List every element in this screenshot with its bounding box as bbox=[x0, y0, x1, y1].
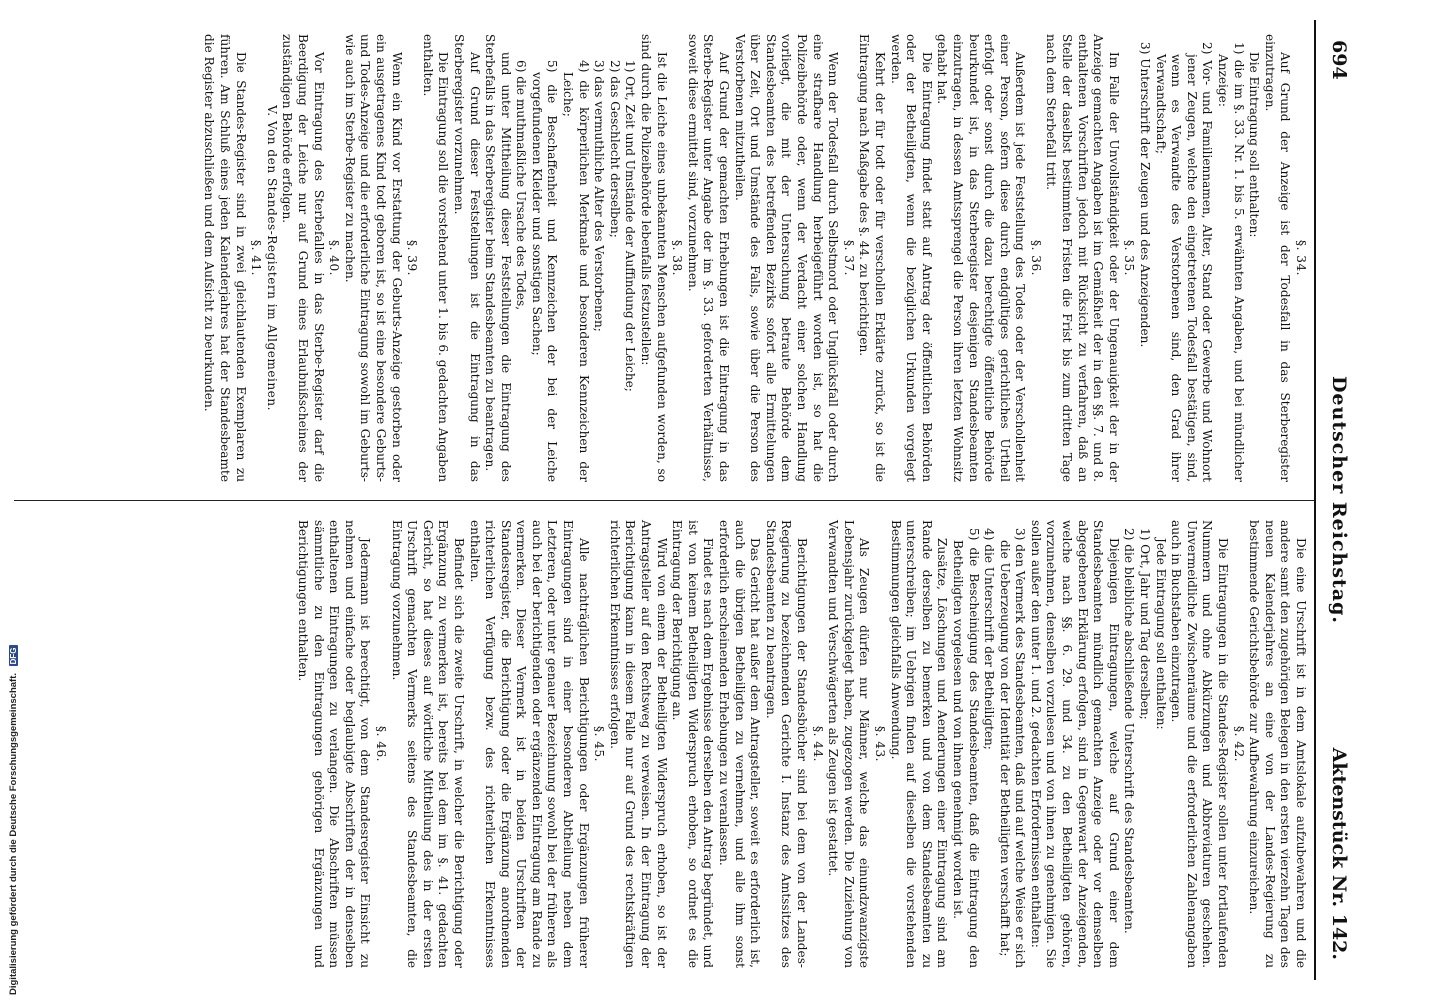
list-item: 5) die Beschaffenheit und Kennzeichen der bei der Leiche vorgefundenen Kleider und sonstigen Sachen; bbox=[529, 60, 560, 482]
paragraph: Wenn der Todesfall durch Selbstmord oder Unglücksfall oder durch eine strafbare Handlung herbeigeführt worden ist, so hat die Polizeibehörde oder, wenn der Verdacht einer solchen Handlung vorliegt, die mit der Untersuchung betraute Behörde dem Standesbeamten des betreffenden Bezirks sofort alle Ermittelungen über Zeit, Ort und Umstände des Falls, sowie über die Person des Verstorbenen mitzutheilen. bbox=[732, 34, 841, 482]
paragraph: Auf Grund dieser Feststellungen ist die Eintragung in das Sterberegister vorzunehmen. bbox=[451, 34, 482, 482]
paragraph: Ist die Leiche eines unbekannten Menschen aufgefunden worden, so sind durch die Polizeibehörde lebenfalls festzustellen: bbox=[639, 34, 669, 482]
paragraph: Die Eintragung soll enthalten: bbox=[1247, 52, 1262, 238]
section-heading: §. 40. bbox=[327, 240, 342, 276]
page-header bbox=[1320, 40, 1354, 960]
section-heading: §. 36. bbox=[1028, 240, 1043, 276]
paragraph: Alle nachträglichen Berichtigungen oder Ergänzungen früherer Eintragungen sind in einer besonderen Abtheilung neben dem Letzteren, oder unter genauer Bezeichnung sowohl bei der früheren als auch bei der berichtigenden oder ergänzenden Eintragung am Rande zu vermerken. Dieser Vermerk ist in beiden Urschriften der Standesregister, die Berichtigung oder die Ergänzung anordnenden richterlichen Verfügung bezw. des richterlichen Erkenntnisses enthalten. bbox=[467, 520, 591, 968]
paragraph: Auf Grund der Anzeige ist der Todesfall in das Sterberegister einzutragen. bbox=[1262, 34, 1293, 482]
page-title: Deutscher Reichstag. bbox=[1328, 375, 1350, 625]
list-item: 3) Unterschrift der Zeugen und des Anzeigenden. bbox=[1138, 42, 1153, 348]
footer-strip bbox=[0, 0, 30, 1000]
paragraph: Findet es nach dem Ergebnisse derselben den Antrag begründet, und ist von keinem Betheiligten Widerspruch erhoben, so ordnet es die Eintragung der Berichtigung an. bbox=[670, 520, 716, 968]
dfg-logo: DFG bbox=[9, 647, 18, 665]
section-heading: §. 44. bbox=[810, 726, 825, 762]
list-item: 4) die körperlichen Merkmale und besonderen Kennzeichen der Leiche; bbox=[561, 60, 591, 482]
list-item: 3) den Vermerk des Standesbeamten, daß und auf welche Weise er sich die Ueberzeugung von der Identität der Betheiligten verschafft hat; bbox=[997, 528, 1028, 968]
paragraph: Vor Eintragung des Sterbefalles in das Sterbe-Register darf die Beerdigung der Leiche nur auf Grund eines Erlaubnißscheines der zuständigen Behörde erfolgen. bbox=[280, 34, 326, 482]
paragraph: Wird von einem der Betheiligten Widerspruch erhoben, so ist der Antragsteller auf den Rechtsweg zu verweisen. In der Eintragung der Berichtigung kann in diesem Falle nur auf Grund des rechtskräftigen richterlichen Erkenntnisses erfolgen. bbox=[607, 520, 669, 968]
paragraph: Die Eintragungen in die Standes-Register sollen unter fortlaufenden Nummern und ohne Abkürzungen und Abbreviaturen geschehen. Unvermeidliche Zwischenräume und die erforderlichen Zahlenangaben auch in Buchstaben einzutragen. bbox=[1169, 520, 1231, 968]
paragraph: Wenn ein Kind vor Erstattung der Geburts-Anzeige gestorben oder ein ausgetragenes Kind todt geboren ist, so ist eine besondere Geburts- und Todes-Anzeige und die erforderliche Eintragung sowohl im Geburts- wie auch im Sterbe-Register zu machen. bbox=[342, 34, 404, 482]
list-item: 1) Ort, Zeit und Umstände der Auffindung der Leiche; bbox=[623, 60, 638, 392]
section-heading: §. 45. bbox=[592, 726, 607, 762]
paragraph: Das Gericht hat außer dem Antragsteller, soweit es erforderlich ist, auch die übrigen Betheiligten zu vernehmen, und alle ihm sonst erforderlich erscheinenden Erhebungen zu veranlassen. bbox=[717, 520, 763, 968]
section-heading: §. 43. bbox=[872, 726, 887, 762]
section-heading: §. 35. bbox=[1122, 240, 1137, 276]
list-item: 4) die Unterschrift der Betheiligten; bbox=[982, 528, 997, 750]
section-heading: §. 38. bbox=[670, 240, 685, 276]
paragraph: Außerdem ist jede Feststellung des Todes oder der Verschollenheit einer Person, sofern diese durch endgültiges gerichtliches Urtheil erfolgt oder sonst durch die dazu berechtigte öffentliche Behörde beurkundet ist, in das Sterberegister desjenigen Standesbeamten einzutragen, in dessen Amtssprengel die Person ihren letzten Wohnsitz gehabt hat. bbox=[935, 34, 1028, 482]
list-item: 2) das Geschlecht derselben; bbox=[607, 60, 622, 238]
section-heading: §. 34. bbox=[1294, 240, 1308, 276]
list-item: 2) die bleibliche abschließende Unterschrift des Standesbeamten. bbox=[1122, 528, 1137, 934]
paragraph: Befindet sich die zweite Urschrift, in welcher die Berichtigung oder Ergänzung zu vermerken ist, bereits bei dem im §. 41. gedachten Gericht, so hat dieses auf wörtliche Mittheilung des in der ersten Urschrift gemachten Vermerks seitens des Standesbeamten, die Eintragung vorzunehmen. bbox=[389, 520, 466, 968]
section-heading: §. 41. bbox=[249, 240, 264, 276]
paragraph: Die eine Urschrift ist in dem Amtslokale aufzubewahren und die andere samt den zugehörigen Belegen in den ersten vierzehn Tagen des neuen Kalenderjahres an eine von der Landes-Regierung zu bestimmende Gerichtsbehörde zur Aufbewahrung einzureichen. bbox=[1247, 520, 1308, 968]
section-heading: §. 46. bbox=[373, 726, 388, 762]
list-item: 6) die muthmaßliche Ursache des Todes, bbox=[514, 60, 529, 311]
paragraph: und unter Mittheilung dieser Feststellungen die Eintragung des Sterbefalls in das Sterberegister beim Standesbeamten zu beantragen. bbox=[483, 34, 513, 482]
list-item: 3) das vermuthliche Alter des Verstorbenen; bbox=[592, 60, 607, 332]
page-number: 694 bbox=[1328, 40, 1350, 80]
list-item: 2) Vor- und Familiennamen, Alter, Stand oder Gewerbe und Wohnort jener Zeugen, welche den eingetretenen Todesfall bestätigen, sind, wenn es Verwandte des Verstorbenen sind, den Grad ihrer Verwandtschaft; bbox=[1153, 42, 1215, 482]
paragraph: Zusätze, Löschungen und Aenderungen einer Eintragung sind am Rande derselben zu bemerken und von dem Standesbeamten zu unterschreiben; im Uebrigen finden auf dieselben die vorstehenden Bestimmungen gleichfalls Anwendung. bbox=[888, 520, 950, 968]
paragraph: Jede Eintragung soll enthalten: bbox=[1153, 538, 1168, 730]
section-heading: §. 39. bbox=[405, 240, 420, 276]
chapter-heading: V. Von den Standes-Registern im Allgemeinen. bbox=[264, 105, 279, 411]
list-item: 1) die im §. 33. Nr. 1. bis 5. erwähnten Angaben, und bei mündlicher Anzeige: bbox=[1216, 42, 1246, 482]
paragraph: Berichtigungen der Standesbücher sind bei dem von der Landes-Regierung zu bezeichnenden Gerichte I. Instanz des Amtssitzes des Standesbeamten zu beantragen. bbox=[763, 520, 809, 968]
list-item: 5) die Bescheinigung des Standesbeamten, daß die Eintragung den Betheiligten vorgelesen und von ihnen genehmigt worden ist. bbox=[950, 528, 981, 968]
header-rule bbox=[1314, 20, 1316, 980]
right-column bbox=[294, 520, 1308, 968]
left-column bbox=[201, 34, 1308, 482]
column-divider bbox=[14, 500, 1314, 501]
section-heading: §. 37. bbox=[841, 240, 856, 276]
paragraph: Die Eintragung soll die vorstehend unter 1. bis 6. gedachten Angaben enthalten. bbox=[420, 34, 451, 482]
section-heading: §. 42. bbox=[1231, 726, 1246, 762]
attachment-number: Aktenstück Nr. 142. bbox=[1328, 747, 1350, 960]
paragraph: Die Standes-Register sind in zwei gleichlautenden Exemplaren zu führen. Am Schluß eines jeden Kalenderjahres hat der Standesbeamte die Register abzuschließen und dem Aufsicht zu beurkunden. bbox=[202, 34, 248, 482]
paragraph: Diejenigen Eintragungen, welche auf Grund einer dem Standesbeamten mündlich gemachten Anzeige oder vor demselben abgegebenen Erklärung erfolgen, sind in Gegenwart der Anzeigenden, welche nach §§. 6. 29. und 34. zu den Betheiligten gehören, vorzunehmen, denselben vorzulesen und von ihnen zu genehmigen. Sie sollen außer den unter 1. und 2. gedachten Erfordernissen enthalten: bbox=[1028, 520, 1121, 968]
paragraph: Als Zeugen dürfen nur Männer, welche das einundzwanzigste Lebensjahr zurückgelegt haben, zugezogen werden. Die Zuziehung von Verwandten und Verschwägerten als Zeugen ist gestattet. bbox=[826, 520, 872, 968]
paragraph: Im Falle der Unvollständigkeit oder der Ungenauigkeit der in der Anzeige gemachten Angaben ist im Gemäßheit der in den §§. 7. und 8. enthaltenen Vorschriften jedoch mit Rücksicht zu verfahren, daß an Stelle der daselbst bestimmten Fristen die Frist bis zum dritten Tage nach dem Sterbefall tritt. bbox=[1044, 34, 1121, 482]
paragraph: Jedermann ist berechtigt, von dem Standesregister Einsicht zu nehmen und einfache oder beglaubigte Abschriften der in denselben enthaltenen Eintragungen zu verlangen. Die Abschriften müssen sämmtliche zu den Eintragungen gehörigen Ergänzungen und Berichtigungen enthalten. bbox=[296, 520, 373, 968]
paragraph: Die Eintragung findet statt auf Antrag der öffentlichen Behörden oder der Betheiligten, wenn die bezüglichen Urkunden vorgelegt werden. bbox=[888, 34, 934, 482]
paragraph: Auf Grund der gemachten Erhebungen ist die Eintragung in das Sterbe-Register unter Angabe der im §. 33. geforderten Verhältnisse, soweit diese ermittelt sind, vorzunehmen. bbox=[685, 34, 732, 482]
footer bbox=[8, 5, 19, 995]
paragraph: Kehrt der für todt oder für verschollen Erklärte zurück, so ist die Eintragung nach Maßgabe des §. 44. zu berichtigen. bbox=[857, 34, 887, 482]
list-item: 1) Ort, Jahr und Tag derselben; bbox=[1138, 528, 1153, 720]
digitization-credit: Digitalisierung gefördert durch die Deutsche Forschungsgemeinschaft. bbox=[8, 673, 19, 995]
